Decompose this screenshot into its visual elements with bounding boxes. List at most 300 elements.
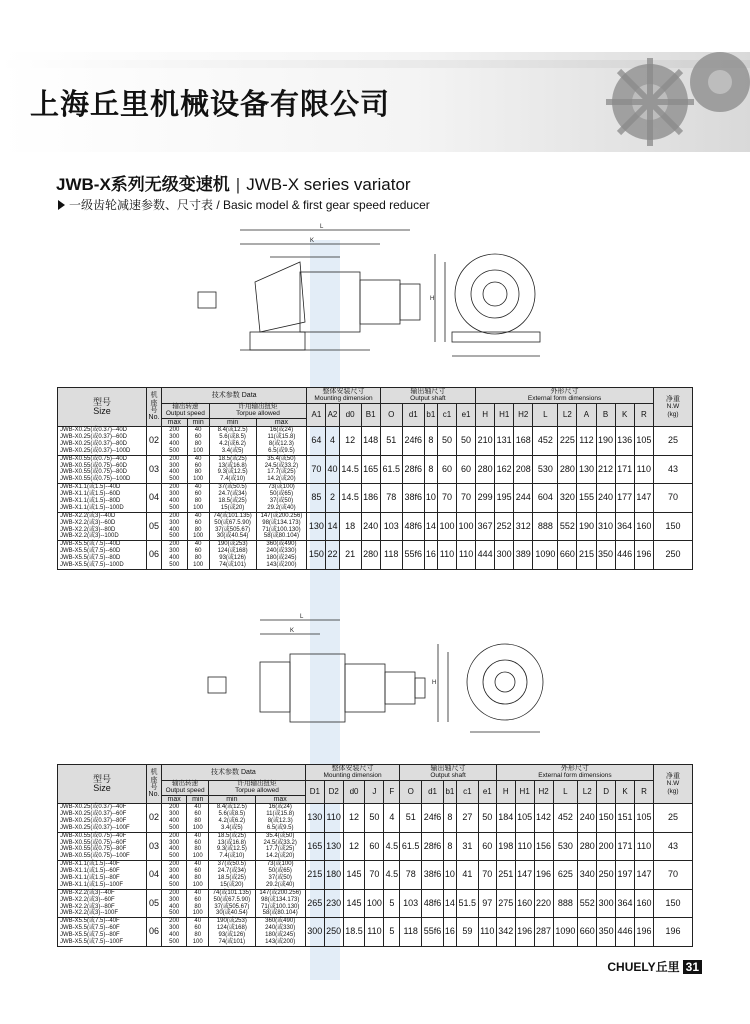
cell-dimension: 55f6 (422, 918, 444, 947)
table-subtitle (58, 196, 430, 213)
cell-dimension: 48f6 (422, 889, 444, 918)
cell-dimension: 110 (478, 918, 496, 947)
cell-dimension: 103 (400, 889, 422, 918)
cell-dimension: 280 (476, 455, 495, 484)
cell-speed-min: 40 60 80 100 (187, 889, 209, 918)
cell-dimension: 38f6 (422, 861, 444, 890)
cell-speed-min: 40 60 80 100 (187, 918, 209, 947)
col-speed: 输出转速 Output speed (162, 404, 210, 419)
cell-dimension: 28f6 (422, 832, 444, 861)
cell-dimension: 85 (307, 484, 326, 513)
cell-dimension: 168 (514, 427, 533, 456)
table-row (58, 832, 693, 861)
cell-dimension: 252 (495, 512, 514, 541)
cell-dimension: 70 (307, 455, 326, 484)
cell-dimension: 14.5 (339, 484, 361, 513)
cell-dimension: 162 (495, 455, 514, 484)
cell-models: JWB-X0.55(或0.75)--40D JWB-X0.55(或0.75)--60D JWB-X0.55(或0.75)--80D JWB-X0.55(或0.75)--100D (58, 455, 147, 484)
cell-speed-min: 40 60 80 100 (187, 455, 209, 484)
cell-base-no: 05 (147, 889, 162, 918)
col-tech: 技术参数 Data (162, 765, 306, 781)
cell-torque-min: 74(或101.135) 50(或67.5.90) 37(或505.67) 30(或40.54) (209, 512, 256, 541)
cell-base-no: 03 (147, 832, 162, 861)
cell-dimension: 350 (596, 541, 615, 570)
cell-dimension: 150 (307, 541, 326, 570)
spec-table-flange-mount (57, 764, 693, 947)
col-shaft: 输出轴尺寸 Output shaft (400, 765, 497, 781)
col-d1-flange: D1 (305, 781, 324, 804)
cell-base-no: 02 (147, 427, 162, 456)
table-row (58, 804, 693, 833)
cell-dimension: 145 (343, 889, 365, 918)
col-d1: d1 (402, 404, 424, 427)
cell-speed-min: 40 60 80 100 (187, 832, 209, 861)
cell-torque-min: 190(或253) 124(或168) 93(或126) 74(或101) (209, 541, 256, 570)
cell-dimension: 171 (615, 455, 634, 484)
col-weight: 净重 N.W (kg) (654, 765, 693, 804)
cell-dimension: 105 (515, 804, 534, 833)
cell-dimension: 100 (437, 512, 456, 541)
col-l: L (533, 404, 558, 427)
cell-dimension: 110 (365, 918, 384, 947)
col-torque-max: max (255, 795, 305, 803)
cell-dimension: 50 (457, 427, 476, 456)
cell-dimension: 446 (615, 541, 634, 570)
cell-dimension: 225 (558, 427, 577, 456)
col-speed-min: min (187, 418, 209, 426)
cell-dimension: 142 (534, 804, 553, 833)
subtitle-text: 一级齿轮减速参数、尺寸表 / Basic model & first gear speed reducer (69, 198, 430, 212)
cell-dimension: 625 (553, 861, 578, 890)
cell-dimension: 280 (578, 832, 597, 861)
cell-dimension: 118 (380, 541, 402, 570)
cell-dimension: 16 (443, 918, 456, 947)
cell-dimension: 8 (424, 427, 437, 456)
col-l2: L2 (558, 404, 577, 427)
cell-dimension: 350 (597, 918, 616, 947)
col-f: F (384, 781, 400, 804)
cell-dimension: 105 (634, 804, 653, 833)
cell-torque-min: 37(或50.5) 24.7(或34) 18.5(或25) 15(或20) (209, 861, 255, 890)
cell-dimension: 147 (634, 861, 653, 890)
cell-dimension: 8 (424, 455, 437, 484)
cell-dimension: 59 (456, 918, 478, 947)
cell-dimension: 61.5 (400, 832, 422, 861)
cell-dimension: 300 (597, 889, 616, 918)
cell-dimension: 367 (476, 512, 495, 541)
col-c1: c1 (456, 781, 478, 804)
cell-dimension: 24f6 (422, 804, 444, 833)
cell-speed-max: 200 300 400 500 (162, 512, 188, 541)
cell-dimension: 12 (343, 832, 365, 861)
cell-dimension: 22 (326, 541, 339, 570)
col-base-no: 机 座 号 No. (147, 388, 162, 427)
cell-dimension: 4 (384, 804, 400, 833)
cell-dimension: 2 (326, 484, 339, 513)
cell-dimension: 24f6 (402, 427, 424, 456)
cell-dimension: 195 (495, 484, 514, 513)
spec-table-foot-mount (57, 387, 693, 570)
cell-dimension: 78 (380, 484, 402, 513)
cell-dimension: 145 (343, 861, 365, 890)
cell-dimension: 186 (361, 484, 380, 513)
cell-models: JWB-X0.25(或0.37)--40D JWB-X0.25(或0.37)--60D JWB-X0.25(或0.37)--80D JWB-X0.25(或0.37)--100D (58, 427, 147, 456)
cell-base-no: 06 (147, 918, 162, 947)
cell-dimension: 48f6 (402, 512, 424, 541)
col-mount: 整体安装尺寸 Mounting dimension (305, 765, 399, 781)
col-speed-min: min (187, 795, 209, 803)
svg-text:L: L (300, 614, 304, 620)
cell-torque-max: 35.4(或50) 24.5(或33.2) 17.7(或25) 14.2(或20) (256, 455, 307, 484)
cell-weight: 70 (654, 484, 693, 513)
cell-dimension: 110 (457, 541, 476, 570)
col-speed-max: max (162, 795, 187, 803)
cell-dimension: 118 (400, 918, 422, 947)
col-d2: D2 (324, 781, 343, 804)
cell-dimension: 50 (478, 804, 496, 833)
cell-dimension: 14.5 (339, 455, 361, 484)
cell-speed-max: 200 300 400 500 (162, 889, 187, 918)
col-r: R (634, 404, 653, 427)
cell-models: JWB-X2.2(或3)--40F JWB-X2.2(或3)--60F JWB-X2.2(或3)--80F JWB-X2.2(或3)--100F (58, 889, 147, 918)
cell-torque-min: 18.5(或25) 13(或16.8) 9.3(或12.5) 7.4(或10) (209, 455, 256, 484)
cell-dimension: 55f6 (402, 541, 424, 570)
cell-dimension: 51 (400, 804, 422, 833)
cell-dimension: 100 (457, 512, 476, 541)
cell-dimension: 265 (305, 889, 324, 918)
col-b1: b1 (443, 781, 456, 804)
cell-dimension: 5 (384, 918, 400, 947)
col-torque: 许用输出扭矩 Torpue allowed (209, 781, 306, 796)
cell-torque-min: 74(或101.135) 50(或67.5.90) 37(或505.67) 30(或40.54) (209, 889, 255, 918)
cell-dimension: 105 (634, 427, 653, 456)
cell-speed-min: 40 60 80 100 (187, 804, 209, 833)
cell-weight: 250 (654, 541, 693, 570)
cell-dimension: 240 (596, 484, 615, 513)
col-b: B (596, 404, 615, 427)
gears-decoration (590, 52, 750, 152)
cell-dimension: 12 (339, 427, 361, 456)
cell-speed-min: 40 60 80 100 (187, 512, 209, 541)
cell-torque-max: 360(或490) 240(或330) 180(或245) 143(或200) (255, 918, 305, 947)
cell-dimension: 389 (514, 541, 533, 570)
col-a: A (577, 404, 596, 427)
col-k: K (616, 781, 635, 804)
cell-dimension: 208 (514, 455, 533, 484)
cell-dimension: 364 (616, 889, 635, 918)
cell-dimension: 14 (443, 889, 456, 918)
cell-dimension: 300 (305, 918, 324, 947)
cell-dimension: 660 (578, 918, 597, 947)
cell-dimension: 364 (615, 512, 634, 541)
cell-models: JWB-X0.55(或0.75)--40F JWB-X0.55(或0.75)--60F JWB-X0.55(或0.75)--80F JWB-X0.55(或0.75)--100F (58, 832, 147, 861)
cell-torque-max: 16(或24) 11(或15.8) 8(或12.3) 6.5(或9.5) (255, 804, 305, 833)
cell-dimension: 41 (456, 861, 478, 890)
cell-speed-max: 200 300 400 500 (162, 455, 188, 484)
cell-dimension: 530 (533, 455, 558, 484)
cell-torque-max: 16(或24) 11(或15.8) 8(或12.3) 6.5(或9.5) (256, 427, 307, 456)
cell-weight: 196 (654, 918, 693, 947)
cell-dimension: 200 (597, 832, 616, 861)
cell-speed-max: 200 300 400 500 (162, 427, 188, 456)
cell-dimension: 10 (443, 861, 456, 890)
cell-dimension: 196 (634, 541, 653, 570)
cell-dimension: 5 (384, 889, 400, 918)
cell-torque-min: 8.4(或12.5) 5.6(或8.5) 4.2(或6.2) 3.4(或5) (209, 427, 256, 456)
cell-dimension: 196 (534, 861, 553, 890)
cell-base-no: 04 (147, 861, 162, 890)
cell-speed-max: 200 300 400 500 (162, 832, 187, 861)
cell-dimension: 130 (307, 512, 326, 541)
cell-dimension: 60 (457, 455, 476, 484)
cell-speed-min: 40 60 80 100 (187, 541, 209, 570)
cell-dimension: 60 (478, 832, 496, 861)
cell-dimension: 452 (553, 804, 578, 833)
cell-dimension: 275 (496, 889, 515, 918)
col-base-no: 机 座 号 No. (147, 765, 162, 804)
cell-dimension: 16 (424, 541, 437, 570)
svg-text:H: H (432, 680, 437, 686)
cell-speed-min: 40 60 80 100 (187, 427, 209, 456)
cell-dimension: 18.5 (343, 918, 365, 947)
footer-brand: CHUELY丘里 (607, 960, 680, 974)
cell-dimension: 18 (339, 512, 361, 541)
cell-dimension: 70 (365, 861, 384, 890)
cell-models: JWB-X0.25(或0.37)--40F JWB-X0.25(或0.37)--60F JWB-X0.25(或0.37)--80F JWB-X0.25(或0.37)--100F (58, 804, 147, 833)
col-e1: e1 (478, 781, 496, 804)
series-title: JWB-X系列无级变速机 | JWB-X series variator (56, 175, 411, 194)
col-l: L (553, 781, 578, 804)
variator-flange-mount-diagram (190, 612, 560, 760)
cell-speed-max: 200 300 400 500 (162, 484, 188, 513)
cell-dimension: 196 (515, 918, 534, 947)
cell-torque-max: 35.4(或50) 24.5(或33.2) 17.7(或25) 14.2(或20) (255, 832, 305, 861)
cell-dimension: 70 (457, 484, 476, 513)
cell-dimension: 888 (553, 889, 578, 918)
cell-dimension: 10 (424, 484, 437, 513)
cell-dimension: 165 (361, 455, 380, 484)
cell-dimension: 147 (634, 484, 653, 513)
cell-dimension: 50 (365, 804, 384, 833)
cell-dimension: 299 (476, 484, 495, 513)
col-d: D (597, 781, 616, 804)
cell-dimension: 198 (496, 832, 515, 861)
cell-dimension: 552 (558, 512, 577, 541)
cell-dimension: 660 (558, 541, 577, 570)
cell-dimension: 280 (558, 455, 577, 484)
col-weight: 净重 N.W (kg) (654, 388, 693, 427)
table-row (58, 918, 693, 947)
cell-dimension: 180 (324, 861, 343, 890)
cell-dimension: 155 (577, 484, 596, 513)
cell-dimension: 530 (553, 832, 578, 861)
cell-torque-min: 8.4(或12.5) 5.6(或8.5) 4.2(或6.2) 3.4(或5) (209, 804, 255, 833)
cell-base-no: 02 (147, 804, 162, 833)
cell-speed-min: 40 60 80 100 (187, 861, 209, 890)
cell-speed-max: 200 300 400 500 (162, 541, 188, 570)
cell-dimension: 21 (339, 541, 361, 570)
cell-dimension: 103 (380, 512, 402, 541)
cell-dimension: 190 (596, 427, 615, 456)
cell-dimension: 160 (515, 889, 534, 918)
cell-weight: 25 (654, 427, 693, 456)
cell-dimension: 150 (597, 804, 616, 833)
series-title-cn: JWB-X系列无级变速机 (56, 175, 230, 194)
cell-dimension: 215 (305, 861, 324, 890)
cell-dimension: 1090 (553, 918, 578, 947)
cell-dimension: 280 (361, 541, 380, 570)
cell-weight: 25 (654, 804, 693, 833)
col-b1: B1 (361, 404, 380, 427)
cell-dimension: 38f6 (402, 484, 424, 513)
cell-dimension: 28f6 (402, 455, 424, 484)
cell-dimension: 110 (437, 541, 456, 570)
cell-dimension: 342 (496, 918, 515, 947)
col-h: H (496, 781, 515, 804)
cell-dimension: 177 (615, 484, 634, 513)
cell-dimension: 888 (533, 512, 558, 541)
cell-torque-min: 190(或253) 124(或168) 93(或126) 74(或101) (209, 918, 255, 947)
table-row (58, 541, 693, 570)
cell-weight: 43 (654, 455, 693, 484)
col-h1: H1 (515, 781, 534, 804)
cell-torque-max: 73(或100) 50(或65) 37(或50) 29.2(或40) (256, 484, 307, 513)
cell-weight: 150 (654, 889, 693, 918)
cell-dimension: 171 (616, 832, 635, 861)
col-c1: c1 (437, 404, 456, 427)
cell-dimension: 40 (326, 455, 339, 484)
cell-torque-max: 147(或200.256) 98(或134.173) 71(或100.130) 58(或80.104) (255, 889, 305, 918)
col-size: 型号 Size (58, 765, 147, 804)
cell-dimension: 151 (616, 804, 635, 833)
cell-base-no: 06 (147, 541, 162, 570)
cell-dimension: 131 (495, 427, 514, 456)
cell-dimension: 1090 (533, 541, 558, 570)
col-a1: A1 (307, 404, 326, 427)
cell-dimension: 452 (533, 427, 558, 456)
cell-dimension: 112 (577, 427, 596, 456)
cell-dimension: 160 (634, 889, 653, 918)
cell-dimension: 190 (577, 512, 596, 541)
cell-dimension: 64 (307, 427, 326, 456)
cell-weight: 150 (654, 512, 693, 541)
cell-dimension: 4.5 (384, 861, 400, 890)
cell-models: JWB-X1.1(或1.5)--40D JWB-X1.1(或1.5)--60D JWB-X1.1(或1.5)--80D JWB-X1.1(或1.5)--100D (58, 484, 147, 513)
col-o: O (380, 404, 402, 427)
cell-dimension: 110 (634, 832, 653, 861)
col-h: H (476, 404, 495, 427)
col-d0: d0 (343, 781, 365, 804)
cell-dimension: 70 (478, 861, 496, 890)
col-speed-max: max (162, 418, 188, 426)
cell-dimension: 197 (616, 861, 635, 890)
table-row (58, 484, 693, 513)
cell-dimension: 51 (380, 427, 402, 456)
cell-torque-max: 73(或100) 50(或65) 37(或50) 29.2(或40) (255, 861, 305, 890)
cell-dimension: 4 (326, 427, 339, 456)
col-r: R (634, 781, 653, 804)
cell-dimension: 240 (578, 804, 597, 833)
col-h2: H2 (534, 781, 553, 804)
cell-dimension: 51.5 (456, 889, 478, 918)
col-h2: H2 (514, 404, 533, 427)
arrow-icon (58, 200, 65, 210)
cell-dimension: 444 (476, 541, 495, 570)
col-o: O (400, 781, 422, 804)
col-b1-shaft: b1 (424, 404, 437, 427)
col-l2: L2 (578, 781, 597, 804)
cell-models: JWB-X1.1(或1.5)--40F JWB-X1.1(或1.5)--60F JWB-X1.1(或1.5)--80F JWB-X1.1(或1.5)--100F (58, 861, 147, 890)
cell-dimension: 310 (596, 512, 615, 541)
cell-weight: 70 (654, 861, 693, 890)
cell-dimension: 31 (456, 832, 478, 861)
col-k: K (615, 404, 634, 427)
cell-weight: 43 (654, 832, 693, 861)
cell-dimension: 60 (437, 455, 456, 484)
cell-dimension: 160 (634, 512, 653, 541)
cell-dimension: 136 (615, 427, 634, 456)
col-speed: 输出转速 Output speed (162, 781, 209, 796)
cell-dimension: 250 (324, 918, 343, 947)
cell-dimension: 70 (437, 484, 456, 513)
cell-dimension: 287 (534, 918, 553, 947)
cell-dimension: 130 (324, 832, 343, 861)
series-title-en: JWB-X series variator (246, 175, 411, 194)
col-torque-min: min (209, 795, 255, 803)
cell-dimension: 320 (558, 484, 577, 513)
cell-dimension: 4.5 (384, 832, 400, 861)
table-row (58, 455, 693, 484)
cell-dimension: 110 (634, 455, 653, 484)
cell-dimension: 100 (365, 889, 384, 918)
col-torque-min: min (209, 418, 256, 426)
col-d0: d0 (339, 404, 361, 427)
cell-dimension: 340 (578, 861, 597, 890)
cell-base-no: 03 (147, 455, 162, 484)
cell-torque-max: 360(或490) 240(或330) 180(或245) 143(或200) (256, 541, 307, 570)
cell-dimension: 110 (515, 832, 534, 861)
col-size: 型号 Size (58, 388, 147, 427)
cell-dimension: 97 (478, 889, 496, 918)
cell-dimension: 220 (534, 889, 553, 918)
col-tech: 技术参数 Data (162, 388, 307, 404)
cell-dimension: 60 (365, 832, 384, 861)
table-row (58, 512, 693, 541)
cell-dimension: 240 (361, 512, 380, 541)
cell-dimension: 312 (514, 512, 533, 541)
cell-dimension: 250 (597, 861, 616, 890)
cell-torque-min: 18.5(或25) 13(或16.8) 9.3(或12.5) 7.4(或10) (209, 832, 255, 861)
col-torque-max: max (256, 418, 307, 426)
cell-base-no: 04 (147, 484, 162, 513)
cell-speed-min: 40 60 80 100 (187, 484, 209, 513)
cell-dimension: 14 (424, 512, 437, 541)
cell-dimension: 230 (324, 889, 343, 918)
col-torque: 许用输出扭矩 Torpue allowed (209, 404, 307, 419)
cell-dimension: 446 (616, 918, 635, 947)
cell-dimension: 130 (305, 804, 324, 833)
cell-dimension: 8 (443, 804, 456, 833)
cell-dimension: 156 (534, 832, 553, 861)
cell-speed-max: 200 300 400 500 (162, 804, 187, 833)
cell-dimension: 110 (324, 804, 343, 833)
cell-dimension: 212 (596, 455, 615, 484)
col-shaft: 输出轴尺寸 Output shaft (380, 388, 475, 404)
col-mount: 整体安装尺寸 Mounting dimension (307, 388, 380, 404)
cell-dimension: 147 (515, 861, 534, 890)
cell-dimension: 184 (496, 804, 515, 833)
cell-dimension: 148 (361, 427, 380, 456)
